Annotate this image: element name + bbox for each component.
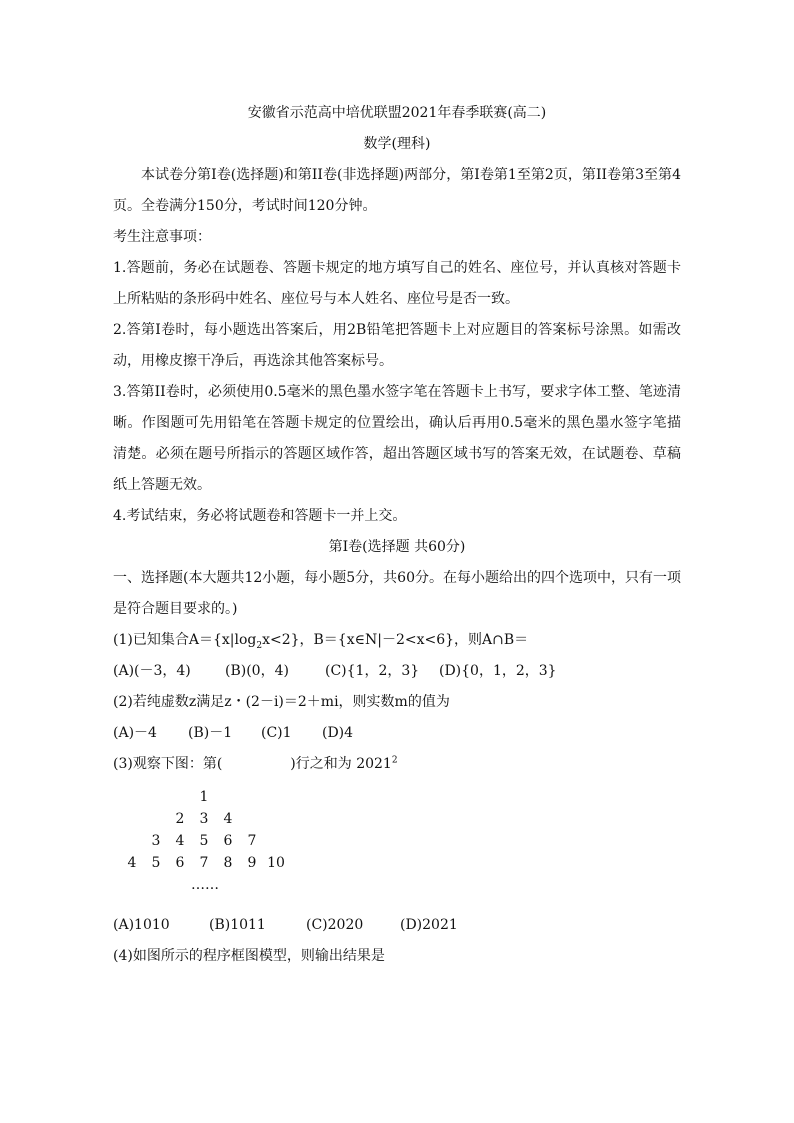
triangle-number: 2: [175, 811, 185, 827]
q3-exponent: 2: [391, 755, 398, 766]
exam-title: 安徽省示范高中培优联盟2021年春季联赛(高二): [247, 105, 547, 121]
note-item: 1.答题前，务必在试题卷、答题卡规定的地方填写自己的姓名、座位号，并认真核对答题卡上所粘贴的条形码中姓名、座位号与本人姓名、座位号是否一致。: [113, 260, 681, 307]
q1-stem-part: x<2}，B＝{x∈N|－2<x<6}，则A∩B＝: [262, 632, 529, 648]
triangle-number: 3: [151, 833, 161, 849]
triangle-number: 5: [199, 833, 209, 849]
note-item: 2.答第I卷时，每小题选出答案后，用2B铅笔把答题卡上对应题目的答案标号涂黑。如需改动，用橡皮擦干净后，再选涂其他答案标号。: [113, 322, 681, 369]
option-a: (A)1010: [113, 917, 170, 933]
exam-subtitle: 数学(理科): [363, 136, 431, 152]
option-d: (D){0，1，2，3}: [439, 663, 557, 679]
question-1-options: [113, 656, 681, 687]
question-2-stem: (2)若纯虚数z满足z・(2－i)＝2＋mi，则实数m的值为: [113, 694, 450, 710]
triangle-number: 4: [223, 811, 233, 827]
option-b: (B)1011: [209, 917, 266, 933]
question-3-stem: [113, 749, 681, 780]
option-a: (A)(－3，4): [113, 663, 191, 679]
q1-log-base: 2: [256, 640, 263, 651]
triangle-ellipsis: ……: [191, 877, 219, 893]
triangle-number: 6: [223, 833, 233, 849]
question-2-options: [113, 718, 681, 749]
notes-heading: 考生注意事项：: [113, 229, 211, 245]
triangle-number: 7: [247, 833, 257, 849]
option-d: (D)4: [322, 725, 354, 741]
triangle-number: 3: [199, 811, 209, 827]
section-instructions: 一、选择题(本大题共12小题，每小题5分，共60分。在每小题给出的四个选项中，只有一项是符合题目要求的。): [113, 570, 681, 617]
triangle-number: 4: [127, 855, 137, 871]
option-c: (C){1，2，3}: [325, 663, 420, 679]
triangle-number: 1: [199, 789, 209, 805]
option-b: (B)(0，4): [225, 663, 289, 679]
question-3-options: [113, 910, 681, 941]
q1-stem-part: (1)已知集合A＝{x|log: [113, 632, 257, 648]
triangle-number: 10: [267, 855, 285, 871]
question-1-stem: [113, 625, 681, 656]
option-b: (B)－1: [188, 725, 233, 741]
option-d: (D)2021: [400, 917, 458, 933]
option-c: (C)2020: [306, 917, 364, 933]
note-item: 3.答第II卷时，必须使用0.5毫米的黑色墨水签字笔在答题卡上书写，要求字体工整、笔迹清晰。作图题可先用铅笔在答题卡规定的位置绘出，确认后再用0.5毫米的黑色墨水签字笔描清楚。必须在题号所指示的答题区域作答，超出答题区域书写的答案无效，在试题卷、草稿纸上答题无效。: [113, 384, 681, 493]
q3-stem-part: (3)观察下图：第(: [113, 756, 223, 772]
triangle-number: 5: [151, 855, 161, 871]
triangle-number: 9: [247, 855, 257, 871]
number-triangle: [113, 780, 681, 910]
note-item: 4.考试结束，务必将试题卷和答题卡一并上交。: [113, 508, 407, 524]
q3-stem-part: )行之和为 2021: [290, 756, 392, 772]
exam-page: [113, 98, 681, 972]
question-4-stem: (4)如图所示的程序框图模型，则输出结果是: [113, 948, 385, 964]
triangle-number: 7: [199, 855, 209, 871]
triangle-number: 8: [223, 855, 233, 871]
triangle-number: 6: [175, 855, 185, 871]
option-c: (C)1: [261, 725, 292, 741]
part1-heading: 第I卷(选择题 共60分): [328, 539, 466, 555]
intro-paragraph: 本试卷分第I卷(选择题)和第II卷(非选择题)两部分，第I卷第1至第2页，第II卷第3至第4页。全卷满分150分，考试时间120分钟。: [113, 167, 681, 214]
triangle-number: 4: [175, 833, 185, 849]
option-a: (A)－4: [113, 725, 157, 741]
